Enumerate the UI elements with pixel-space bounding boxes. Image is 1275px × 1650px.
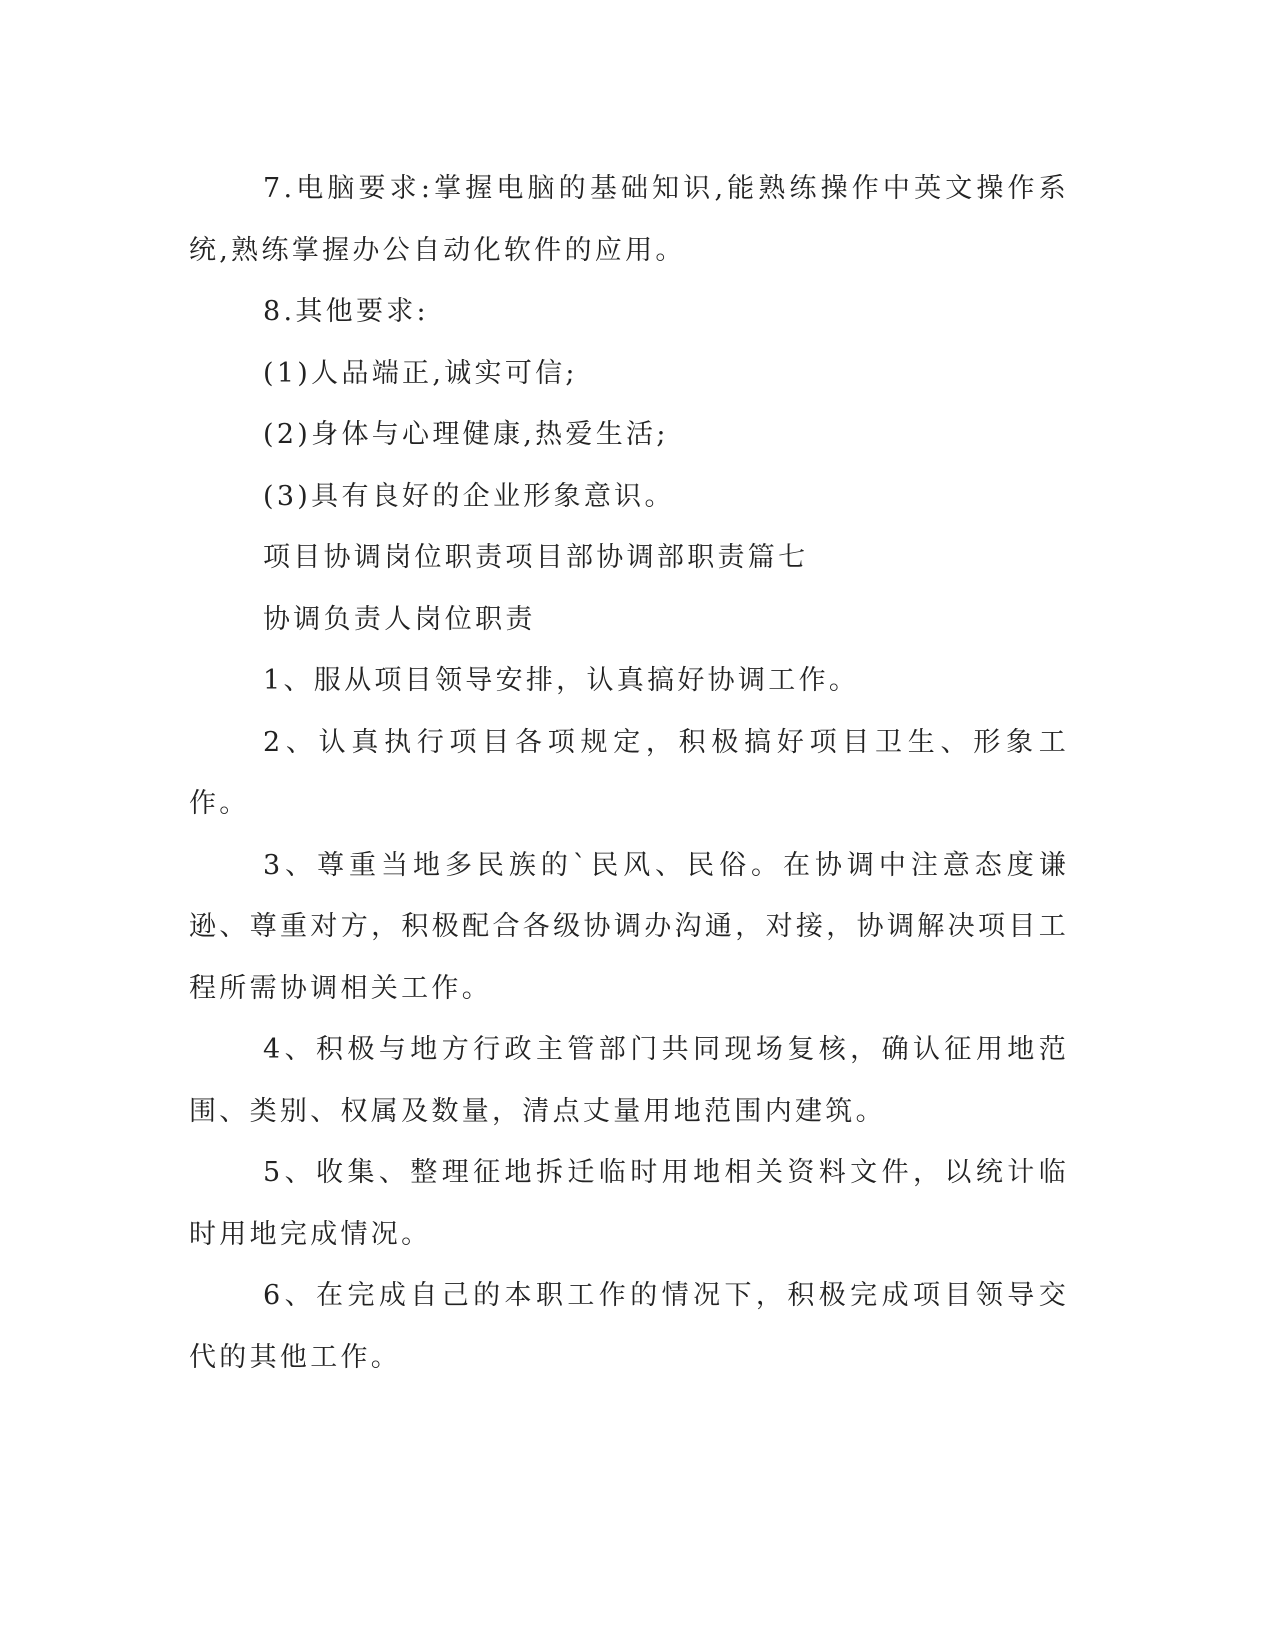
duty-item-4: 4、积极与地方行政主管部门共同现场复核，确认征用地范围、类别、权属及数量，清点丈量用地范围内建筑。 — [189, 1034, 1069, 1127]
paragraph-other-requirements: 8.其他要求: — [263, 296, 429, 327]
document-body — [189, 158, 1069, 1388]
subsection-heading: 协调负责人岗位职责 — [263, 603, 536, 635]
duty-item-6: 6、在完成自己的本职工作的情况下，积极完成项目领导交代的其他工作。 — [189, 1280, 1069, 1373]
section-heading: 项目协调岗位职责项目部协调部职责篇七 — [263, 542, 809, 573]
duty-item-1: 1、服从项目领导安排，认真搞好协调工作。 — [263, 665, 860, 696]
list-item-corporate-image: (3)具有良好的企业形象意识。 — [263, 480, 675, 512]
paragraph-computer-requirements: 7.电脑要求:掌握电脑的基础知识,能熟练操作中英文操作系统,熟练掌握办公自动化软件的应用。 — [189, 173, 1069, 266]
duty-item-5: 5、收集、整理征地拆迁临时用地相关资料文件，以统计临时用地完成情况。 — [189, 1157, 1069, 1250]
duty-item-2: 2、认真执行项目各项规定，积极搞好项目卫生、形象工作。 — [189, 726, 1069, 819]
list-item-character: (1)人品端正,诚实可信; — [263, 357, 578, 389]
list-item-health: (2)身体与心理健康,热爱生活; — [263, 419, 669, 450]
duty-item-3: 3、尊重当地多民族的`民风、民俗。在协调中注意态度谦逊、尊重对方，积极配合各级协调办沟通，对接，协调解决项目工程所需协调相关工作。 — [189, 849, 1069, 1004]
